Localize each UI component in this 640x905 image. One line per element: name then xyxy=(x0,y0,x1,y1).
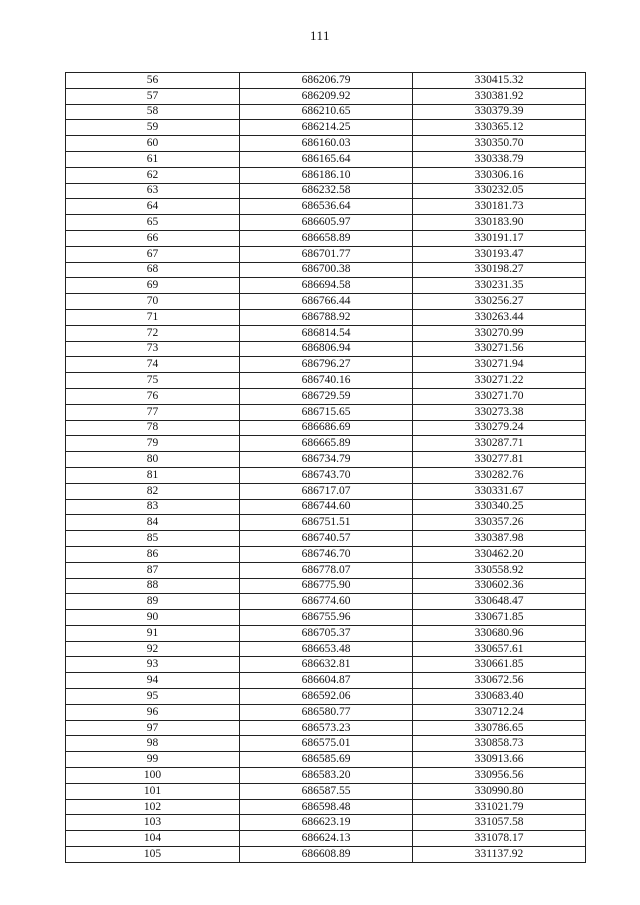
y-coordinate-cell: 330279.24 xyxy=(413,420,586,436)
point-number-cell: 83 xyxy=(66,499,240,515)
point-number-cell: 78 xyxy=(66,420,240,436)
y-coordinate-cell: 330602.36 xyxy=(413,578,586,594)
point-number-cell: 59 xyxy=(66,120,240,136)
table-row xyxy=(66,499,586,515)
point-number-cell: 84 xyxy=(66,515,240,531)
y-coordinate-cell: 330357.26 xyxy=(413,515,586,531)
x-coordinate-cell: 686536.64 xyxy=(240,199,413,215)
table-row xyxy=(66,704,586,720)
table-row xyxy=(66,88,586,104)
y-coordinate-cell: 330183.90 xyxy=(413,215,586,231)
x-coordinate-cell: 686746.70 xyxy=(240,546,413,562)
x-coordinate-cell: 686766.44 xyxy=(240,294,413,310)
y-coordinate-cell: 330661.85 xyxy=(413,657,586,673)
point-number-cell: 64 xyxy=(66,199,240,215)
table-row xyxy=(66,294,586,310)
point-number-cell: 81 xyxy=(66,467,240,483)
point-number-cell: 95 xyxy=(66,689,240,705)
table-row xyxy=(66,104,586,120)
x-coordinate-cell: 686658.89 xyxy=(240,230,413,246)
y-coordinate-cell: 330232.05 xyxy=(413,183,586,199)
table-row xyxy=(66,736,586,752)
y-coordinate-cell: 330340.25 xyxy=(413,499,586,515)
y-coordinate-cell: 330331.67 xyxy=(413,483,586,499)
x-coordinate-cell: 686774.60 xyxy=(240,594,413,610)
x-coordinate-cell: 686744.60 xyxy=(240,499,413,515)
x-coordinate-cell: 686583.20 xyxy=(240,768,413,784)
point-number-cell: 77 xyxy=(66,404,240,420)
x-coordinate-cell: 686598.48 xyxy=(240,799,413,815)
y-coordinate-cell: 330671.85 xyxy=(413,610,586,626)
x-coordinate-cell: 686751.51 xyxy=(240,515,413,531)
y-coordinate-cell: 330858.73 xyxy=(413,736,586,752)
x-coordinate-cell: 686729.59 xyxy=(240,388,413,404)
x-coordinate-cell: 686585.69 xyxy=(240,752,413,768)
y-coordinate-cell: 331078.17 xyxy=(413,831,586,847)
point-number-cell: 58 xyxy=(66,104,240,120)
x-coordinate-cell: 686232.58 xyxy=(240,183,413,199)
y-coordinate-cell: 330672.56 xyxy=(413,673,586,689)
point-number-cell: 85 xyxy=(66,531,240,547)
table-row xyxy=(66,625,586,641)
y-coordinate-cell: 331137.92 xyxy=(413,847,586,863)
y-coordinate-cell: 330379.39 xyxy=(413,104,586,120)
x-coordinate-cell: 686206.79 xyxy=(240,73,413,89)
x-coordinate-cell: 686186.10 xyxy=(240,167,413,183)
table-row xyxy=(66,388,586,404)
page-number: 111 xyxy=(309,28,331,43)
point-number-cell: 99 xyxy=(66,752,240,768)
y-coordinate-cell: 330365.12 xyxy=(413,120,586,136)
y-coordinate-cell: 330191.17 xyxy=(413,230,586,246)
point-number-cell: 62 xyxy=(66,167,240,183)
point-number-cell: 102 xyxy=(66,799,240,815)
x-coordinate-cell: 686715.65 xyxy=(240,404,413,420)
x-coordinate-cell: 686705.37 xyxy=(240,625,413,641)
y-coordinate-cell: 330350.70 xyxy=(413,136,586,152)
y-coordinate-cell: 330381.92 xyxy=(413,88,586,104)
point-number-cell: 76 xyxy=(66,388,240,404)
table-row xyxy=(66,151,586,167)
point-number-cell: 86 xyxy=(66,546,240,562)
point-number-cell: 103 xyxy=(66,815,240,831)
table-row xyxy=(66,831,586,847)
coordinates-table-body xyxy=(66,73,586,863)
y-coordinate-cell: 330273.38 xyxy=(413,404,586,420)
table-row xyxy=(66,799,586,815)
x-coordinate-cell: 686209.92 xyxy=(240,88,413,104)
x-coordinate-cell: 686214.25 xyxy=(240,120,413,136)
x-coordinate-cell: 686743.70 xyxy=(240,467,413,483)
point-number-cell: 96 xyxy=(66,704,240,720)
y-coordinate-cell: 330271.56 xyxy=(413,341,586,357)
point-number-cell: 69 xyxy=(66,278,240,294)
x-coordinate-cell: 686778.07 xyxy=(240,562,413,578)
table-row xyxy=(66,768,586,784)
x-coordinate-cell: 686575.01 xyxy=(240,736,413,752)
y-coordinate-cell: 331057.58 xyxy=(413,815,586,831)
y-coordinate-cell: 330338.79 xyxy=(413,151,586,167)
table-row xyxy=(66,120,586,136)
table-row xyxy=(66,689,586,705)
y-coordinate-cell: 331021.79 xyxy=(413,799,586,815)
point-number-cell: 90 xyxy=(66,610,240,626)
table-row xyxy=(66,594,586,610)
x-coordinate-cell: 686605.97 xyxy=(240,215,413,231)
x-coordinate-cell: 686806.94 xyxy=(240,341,413,357)
y-coordinate-cell: 330287.71 xyxy=(413,436,586,452)
table-row xyxy=(66,562,586,578)
table-row xyxy=(66,578,586,594)
point-number-cell: 94 xyxy=(66,673,240,689)
table-row xyxy=(66,404,586,420)
x-coordinate-cell: 686623.19 xyxy=(240,815,413,831)
point-number-cell: 105 xyxy=(66,847,240,863)
y-coordinate-cell: 330193.47 xyxy=(413,246,586,262)
point-number-cell: 73 xyxy=(66,341,240,357)
x-coordinate-cell: 686788.92 xyxy=(240,309,413,325)
point-number-cell: 72 xyxy=(66,325,240,341)
table-row xyxy=(66,136,586,152)
table-row xyxy=(66,373,586,389)
point-number-cell: 63 xyxy=(66,183,240,199)
x-coordinate-cell: 686573.23 xyxy=(240,720,413,736)
table-row xyxy=(66,357,586,373)
y-coordinate-cell: 330282.76 xyxy=(413,467,586,483)
table-row xyxy=(66,215,586,231)
table-row xyxy=(66,73,586,89)
table-row xyxy=(66,230,586,246)
x-coordinate-cell: 686686.69 xyxy=(240,420,413,436)
point-number-cell: 60 xyxy=(66,136,240,152)
y-coordinate-cell: 330462.20 xyxy=(413,546,586,562)
x-coordinate-cell: 686608.89 xyxy=(240,847,413,863)
point-number-cell: 57 xyxy=(66,88,240,104)
x-coordinate-cell: 686587.55 xyxy=(240,783,413,799)
x-coordinate-cell: 686165.64 xyxy=(240,151,413,167)
y-coordinate-cell: 330683.40 xyxy=(413,689,586,705)
x-coordinate-cell: 686701.77 xyxy=(240,246,413,262)
table-row xyxy=(66,720,586,736)
x-coordinate-cell: 686592.06 xyxy=(240,689,413,705)
table-row xyxy=(66,246,586,262)
table-row xyxy=(66,610,586,626)
point-number-cell: 68 xyxy=(66,262,240,278)
table-row xyxy=(66,815,586,831)
point-number-cell: 75 xyxy=(66,373,240,389)
table-row xyxy=(66,199,586,215)
point-number-cell: 98 xyxy=(66,736,240,752)
x-coordinate-cell: 686160.03 xyxy=(240,136,413,152)
y-coordinate-cell: 330786.65 xyxy=(413,720,586,736)
table-row xyxy=(66,262,586,278)
point-number-cell: 93 xyxy=(66,657,240,673)
y-coordinate-cell: 330306.16 xyxy=(413,167,586,183)
y-coordinate-cell: 330181.73 xyxy=(413,199,586,215)
point-number-cell: 91 xyxy=(66,625,240,641)
x-coordinate-cell: 686700.38 xyxy=(240,262,413,278)
point-number-cell: 104 xyxy=(66,831,240,847)
point-number-cell: 56 xyxy=(66,73,240,89)
table-row xyxy=(66,673,586,689)
y-coordinate-cell: 330256.27 xyxy=(413,294,586,310)
point-number-cell: 79 xyxy=(66,436,240,452)
coordinates-table xyxy=(65,72,586,863)
table-row xyxy=(66,641,586,657)
table-row xyxy=(66,546,586,562)
point-number-cell: 82 xyxy=(66,483,240,499)
point-number-cell: 101 xyxy=(66,783,240,799)
y-coordinate-cell: 330198.27 xyxy=(413,262,586,278)
table-row xyxy=(66,420,586,436)
table-row xyxy=(66,167,586,183)
point-number-cell: 66 xyxy=(66,230,240,246)
table-row xyxy=(66,325,586,341)
y-coordinate-cell: 330277.81 xyxy=(413,452,586,468)
table-row xyxy=(66,483,586,499)
table-row xyxy=(66,467,586,483)
table-row xyxy=(66,783,586,799)
x-coordinate-cell: 686694.58 xyxy=(240,278,413,294)
x-coordinate-cell: 686665.89 xyxy=(240,436,413,452)
table-row xyxy=(66,531,586,547)
table-row xyxy=(66,341,586,357)
y-coordinate-cell: 330657.61 xyxy=(413,641,586,657)
y-coordinate-cell: 330263.44 xyxy=(413,309,586,325)
table-row xyxy=(66,752,586,768)
x-coordinate-cell: 686604.87 xyxy=(240,673,413,689)
x-coordinate-cell: 686796.27 xyxy=(240,357,413,373)
point-number-cell: 71 xyxy=(66,309,240,325)
table-row xyxy=(66,278,586,294)
x-coordinate-cell: 686740.57 xyxy=(240,531,413,547)
y-coordinate-cell: 330680.96 xyxy=(413,625,586,641)
point-number-cell: 92 xyxy=(66,641,240,657)
table-row xyxy=(66,657,586,673)
table-row xyxy=(66,515,586,531)
y-coordinate-cell: 330990.80 xyxy=(413,783,586,799)
table-row xyxy=(66,847,586,863)
point-number-cell: 61 xyxy=(66,151,240,167)
x-coordinate-cell: 686653.48 xyxy=(240,641,413,657)
table-row xyxy=(66,452,586,468)
x-coordinate-cell: 686210.65 xyxy=(240,104,413,120)
y-coordinate-cell: 330231.35 xyxy=(413,278,586,294)
table-row xyxy=(66,309,586,325)
x-coordinate-cell: 686717.07 xyxy=(240,483,413,499)
y-coordinate-cell: 330712.24 xyxy=(413,704,586,720)
x-coordinate-cell: 686734.79 xyxy=(240,452,413,468)
y-coordinate-cell: 330415.32 xyxy=(413,73,586,89)
point-number-cell: 88 xyxy=(66,578,240,594)
point-number-cell: 67 xyxy=(66,246,240,262)
point-number-cell: 74 xyxy=(66,357,240,373)
y-coordinate-cell: 330648.47 xyxy=(413,594,586,610)
x-coordinate-cell: 686814.54 xyxy=(240,325,413,341)
x-coordinate-cell: 686775.90 xyxy=(240,578,413,594)
y-coordinate-cell: 330270.99 xyxy=(413,325,586,341)
y-coordinate-cell: 330558.92 xyxy=(413,562,586,578)
x-coordinate-cell: 686624.13 xyxy=(240,831,413,847)
y-coordinate-cell: 330956.56 xyxy=(413,768,586,784)
point-number-cell: 89 xyxy=(66,594,240,610)
x-coordinate-cell: 686755.96 xyxy=(240,610,413,626)
point-number-cell: 87 xyxy=(66,562,240,578)
x-coordinate-cell: 686632.81 xyxy=(240,657,413,673)
point-number-cell: 100 xyxy=(66,768,240,784)
y-coordinate-cell: 330913.66 xyxy=(413,752,586,768)
x-coordinate-cell: 686740.16 xyxy=(240,373,413,389)
y-coordinate-cell: 330271.70 xyxy=(413,388,586,404)
point-number-cell: 97 xyxy=(66,720,240,736)
table-row xyxy=(66,183,586,199)
y-coordinate-cell: 330271.22 xyxy=(413,373,586,389)
x-coordinate-cell: 686580.77 xyxy=(240,704,413,720)
y-coordinate-cell: 330387.98 xyxy=(413,531,586,547)
point-number-cell: 65 xyxy=(66,215,240,231)
point-number-cell: 80 xyxy=(66,452,240,468)
table-row xyxy=(66,436,586,452)
point-number-cell: 70 xyxy=(66,294,240,310)
y-coordinate-cell: 330271.94 xyxy=(413,357,586,373)
